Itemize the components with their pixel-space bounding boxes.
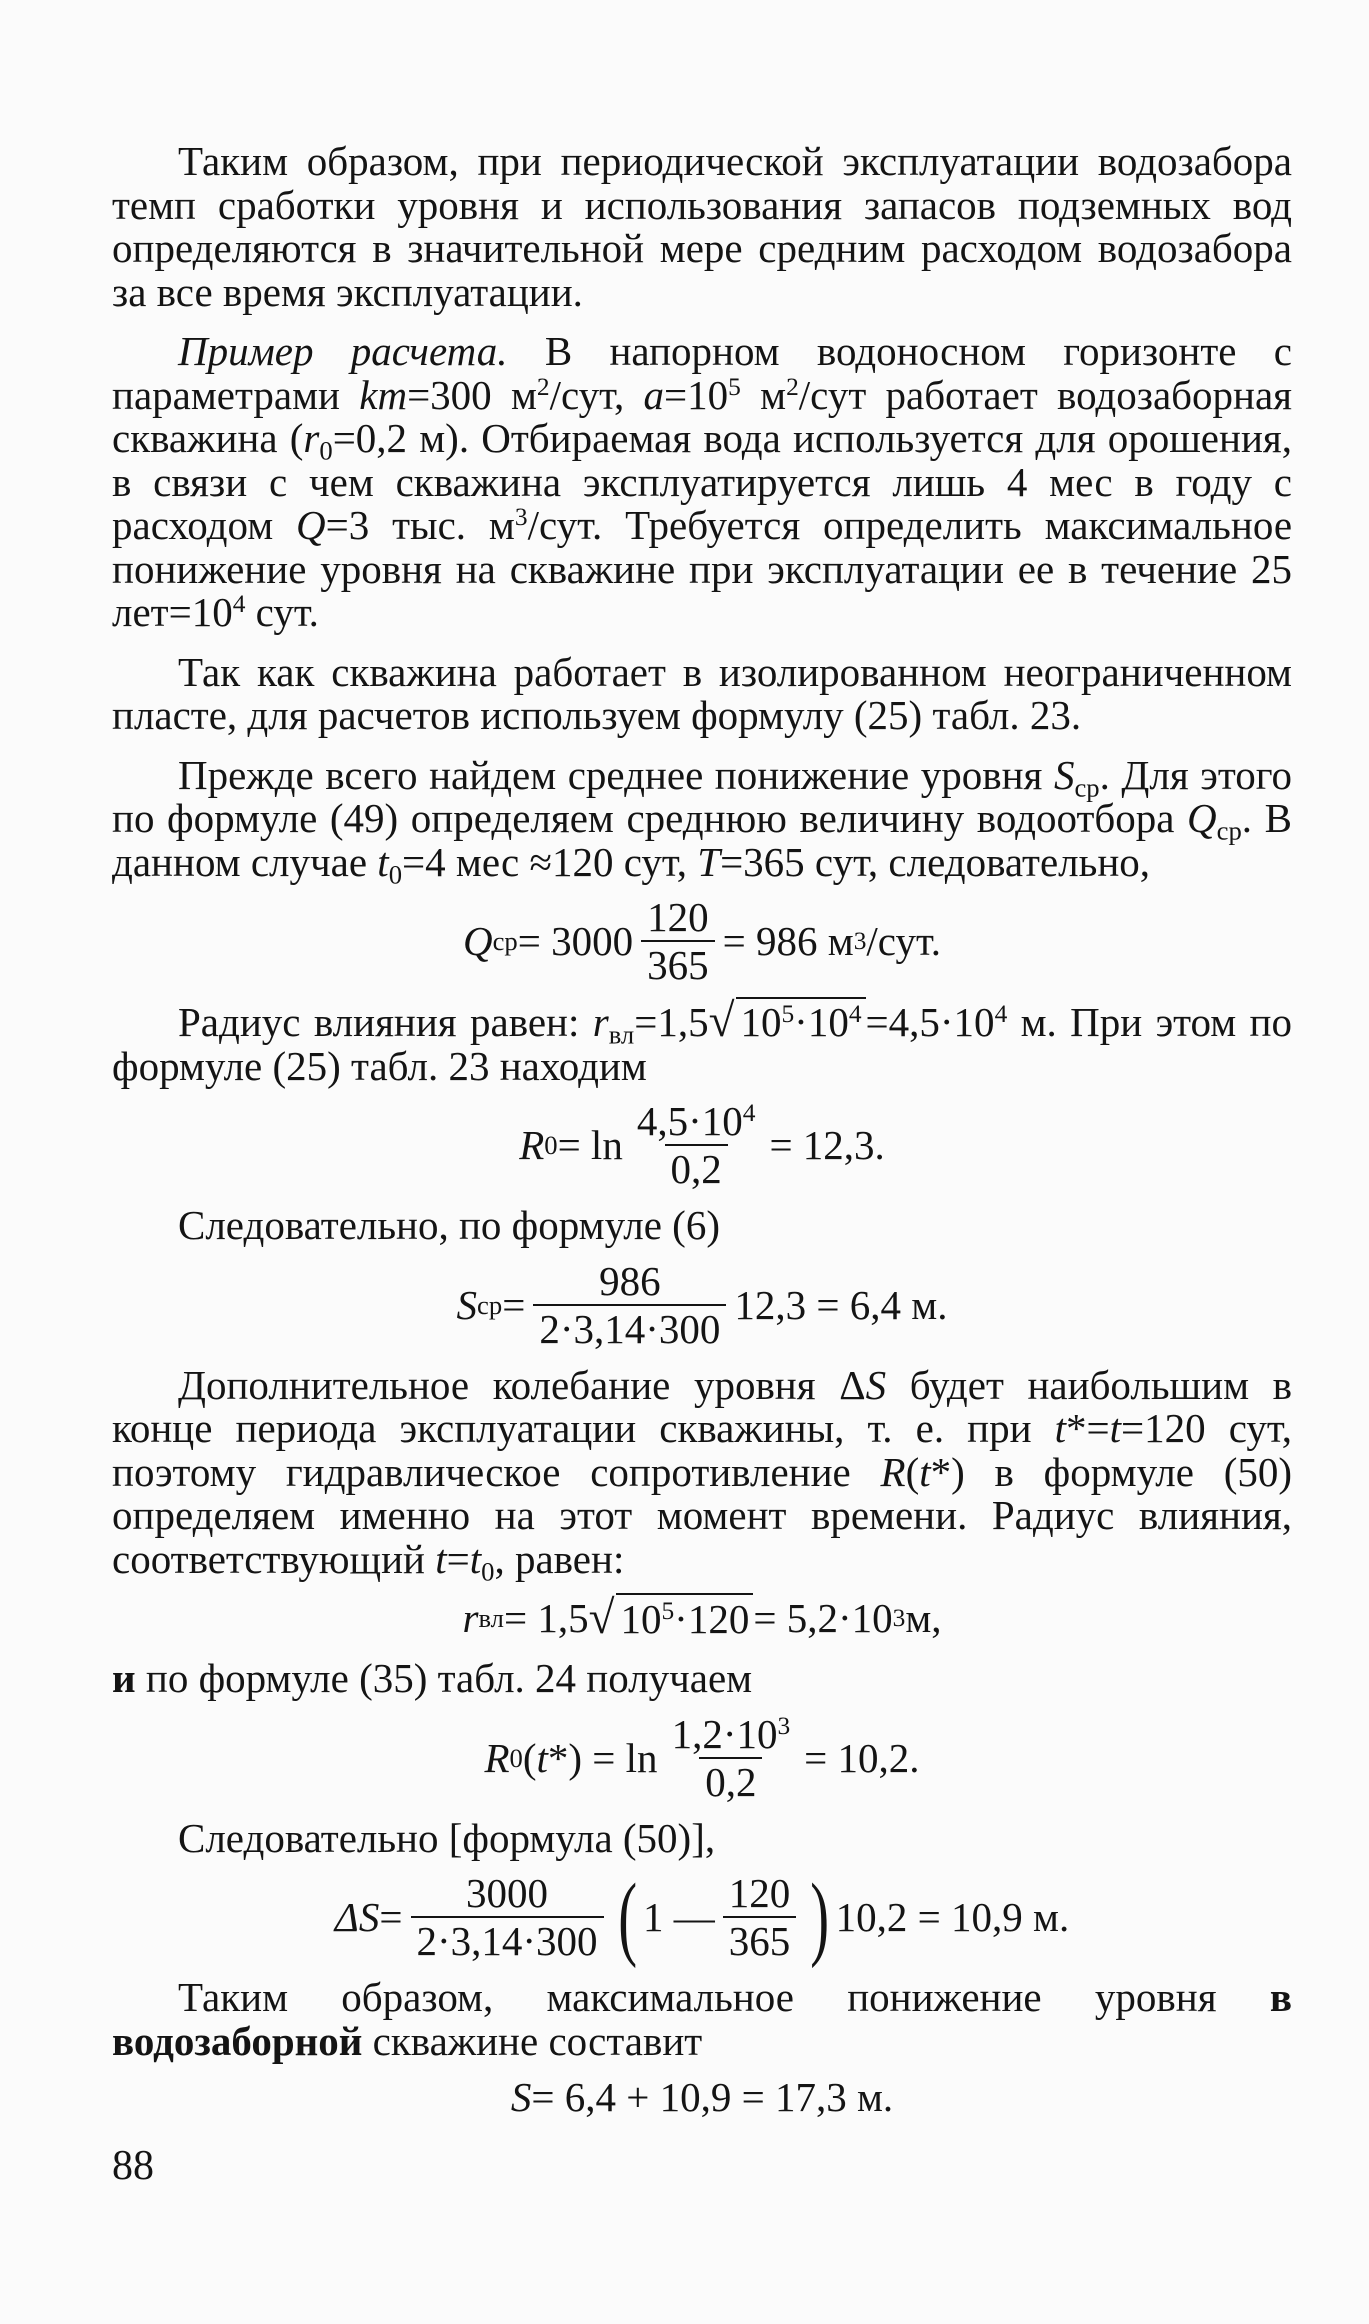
- paragraph-8: и по формуле (35) табл. 24 получаем: [112, 1655, 753, 1701]
- example-heading: Пример расчета.: [178, 328, 508, 374]
- fraction: $\frac{120}{365}$: [723, 1870, 797, 1964]
- paragraph-3: Так как скважина работает в изолированном неограниченном пласте, для расчетов используем формулу (25) табл. 23.: [112, 648, 1292, 738]
- sqrt-icon: √: [588, 1592, 615, 1644]
- fraction: $\frac{3000}{2\cdot 3,14\cdot 300}$: [411, 1870, 604, 1964]
- formula-s-avg: S ср = $\frac{986}{2\cdot 3,14\cdot 300}$ 12,3 = 6,4 м.: [456, 1257, 948, 1352]
- paragraph-1: Таким образом, при периодической эксплуатации водозабора темп сработки уровня и использования запасов подземных вод определяются в значительной мере средним расходом водозабора за все время эксплуатации.: [112, 138, 1292, 315]
- formula-r-infl: r вл = 1,5 √ $10^5\cdot 120$ = 5,2·10 3 м,: [462, 1592, 942, 1644]
- paragraph-5: Радиус влияния равен: $r_{вл}=1,5√$ $10^5\cdot 10^4=4,5\cdot 10^4$ м. При этом по формуле (25) табл. 23 находим: [112, 995, 1292, 1089]
- fraction: $\frac{4,5\cdot 10^4}{0,2}$: [636, 1098, 756, 1192]
- radicand: $10^5\cdot 120$: [616, 1593, 753, 1643]
- formula-q-avg: Q ср = 3000 $\frac{120}{365}$ = 986 м 3 /сут.: [462, 894, 942, 988]
- page-number: 88: [112, 2143, 154, 2189]
- paragraph-2: Пример расчета. В напорном водоносном горизонте с параметрами km=300 $м^2$/сут, $a=10^5$ $м^2$/сут работает водозаборная скважина ($r_0=0,2$ м). Отбираемая вода используется для орошения, в связи с чем скважина эксплуатируется лишь 4 мес в году с расходом Q=3 тыс. $м^3$/сут. Требуется определить максимальное понижение уровня на скважине при эксплуатации ее в течение 25 $лет=10^4$ сут.: [112, 328, 1293, 635]
- formula-s-total: S = 6,4 + 10,9 = 17,3 м.: [510, 2074, 894, 2121]
- page-body: [112, 140, 1292, 2133]
- sqrt-icon: √: [708, 995, 735, 1047]
- fraction: $\frac{1,2\cdot 10^3}{0,2}$: [671, 1710, 791, 1805]
- formula-r0-t: R 0 ( t *) = ln $\frac{1,2\cdot 10^3}{0,2}$ = 10,2.: [484, 1710, 920, 1805]
- paragraph-10: Таким образом, максимальное понижение уровня в водозаборной скважине составит: [112, 1974, 1292, 2064]
- paragraph-9: Следовательно [формула (50)],: [178, 1814, 716, 1861]
- formula-r0: R 0 = ln $\frac{4,5\cdot 10^4}{0,2}$ = 12,3.: [519, 1098, 885, 1192]
- fraction: $\frac{120}{365}$: [641, 894, 715, 988]
- paragraph-4: Прежде всего найдем среднее понижение уровня $S_{ср}$. Для этого по формуле (49) определяем среднюю величину водоотбора $Q_{ср}$. В данном случае $t_0=4$ мес ≈120 сут, T=365 сут, следовательно,: [112, 751, 1293, 889]
- paragraph-6: Следовательно, по формуле (6): [178, 1202, 720, 1248]
- radicand: $10^5\cdot 10^4$: [736, 997, 865, 1045]
- formula-delta-s: ΔS = $\frac{3000}{2\cdot 3,14\cdot 300}$ ( 1 — $\frac{120}{365}$ ) 10,2 = 10,9 м.: [334, 1865, 1070, 1969]
- paragraph-7: Дополнительное колебание уровня ΔS будет наибольшим в конце периода эксплуатации скважины, т. е. при t*=t=120 сут, поэтому гидравлическое сопротивление R(t*) в формуле (50) определяем именно на этот момент времени. Радиус влияния, соответствующий $t=t_0$, равен:: [112, 1361, 1292, 1586]
- fraction: $\frac{986}{2\cdot 3,14\cdot 300}$: [533, 1258, 726, 1352]
